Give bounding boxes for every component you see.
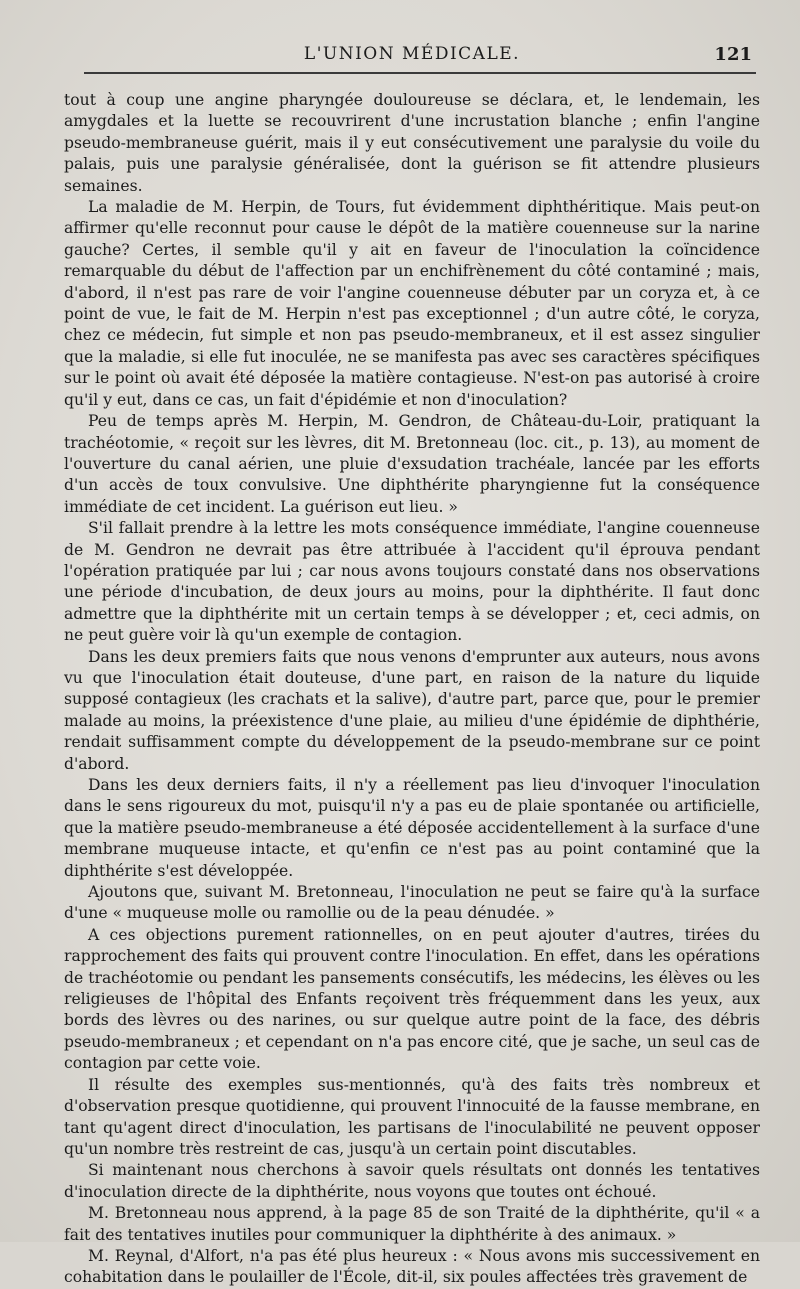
paragraph: Ajoutons que, suivant M. Bretonneau, l'inoculation ne peut se faire qu'à la surface d'une « muqueuse molle ou ramollie ou de la peau dénudée. » (64, 883, 760, 923)
paragraph: S'il fallait prendre à la lettre les mots conséquence immédiate, l'angine couenneuse de M. Gendron ne devrait pas être attribuée à l'accident qu'il éprouva pendant l'opération pratiquée par lui ; car nous avons toujours constaté dans nos observations une période d'incubation, de deux jours au moins, pour la diphthérite. Il faut donc admettre que la diphthérite mit un certain temps à se développer ; et, ceci admis, on ne peut guère voir là qu'un exemple de contagion. (64, 519, 760, 645)
paragraph: M. Reynal, d'Alfort, n'a pas été plus heureux : « Nous avons mis successivement en cohabitation dans le poulailler de l'École, dit-il, six poules affectées très gravement de (64, 1246, 760, 1287)
page-number: 121 (714, 44, 752, 65)
running-title: L'UNION MÉDICALE. (303, 44, 521, 64)
paragraph: La maladie de M. Herpin, de Tours, fut évidemment diphthéritique. Mais peut-on affirmer qu'elle reconnut pour cause le dépôt de la matière couenneuse sur la narine gauche? Certes, il semble qu'il y ait en faveur de l'inoculation la coïncidence remarquable du début de l'affection par un enchifrènement du côté contaminé ; mais, d'abord, il n'est pas rare de voir l'angine couenneuse débuter par un coryza et, à ce point de vue, le fait de M. Herpin n'est pas exceptionnel ; d'un autre côté, le coryza, chez ce médecin, fut simple et non pas pseudo-membraneux, et il est assez singulier que la maladie, si elle fut inoculée, ne se manifesta pas avec ses caractères spécifiques sur le point où avait été déposée la matière contagieuse. N'est-on pas autorisé à croire qu'il y eut, dans ce cas, un fait d'épidémie et non d'inoculation? (64, 198, 760, 409)
paragraph: Dans les deux premiers faits que nous venons d'emprunter aux auteurs, nous avons vu que l'inoculation était douteuse, d'une part, en raison de la nature du liquide supposé contagieux (les crachats et la salive), d'autre part, parce que, pour le premier malade au moins, la préexistence d'une plaie, au milieu d'une épidémie de diphthérie, rendait suffisamment compte du développement de la pseudo-membrane sur ce point d'abord. (64, 647, 760, 773)
paragraph: Il résulte des exemples sus-mentionnés, qu'à des faits très nombreux et d'observation presque quotidienne, qui prouvent l'innocuité de la fausse membrane, en tant qu'agent direct d'inoculation, les partisans de l'inoculabilité ne peuvent opposer qu'un nombre très restreint de cas, jusqu'à un certain point discutables. (64, 1075, 760, 1158)
paragraph: Peu de temps après M. Herpin, M. Gendron, de Château-du-Loir, pratiquant la trachéotomie, « reçoit sur les lèvres, dit M. Bretonneau (loc. cit., p. 13), au moment de l'ouverture du canal aérien, une pluie d'exsudation trachéale, lancée par les efforts d'un accès de toux convulsive. Une diphthérite pharyngienne fut la conséquence immédiate de cet incident. La guérison eut lieu. » (64, 412, 760, 516)
paragraph: A ces objections purement rationnelles, on en peut ajouter d'autres, tirées du rapprochement des faits qui prouvent contre l'inoculation. En effet, dans les opérations de trachéotomie ou pendant les pansements consécutifs, les médecins, les élèves ou les religieuses de l'hôpital des Enfants reçoivent très fréquemment dans les yeux, aux bords des lèvres ou des narines, ou sur quelque autre point de la face, des débris pseudo-membraneux ; et cependant on n'a pas encore cité, que je sache, un seul cas de contagion par cette voie. (64, 925, 760, 1073)
header-rule (84, 72, 756, 74)
paragraph: Dans les deux derniers faits, il n'y a réellement pas lieu d'invoquer l'inoculation dans le sens rigoureux du mot, puisqu'il n'y a pas eu de plaie spontanée ou artificielle, que la matière pseudo-membraneuse a été déposée accidentellement à la surface d'une membrane muqueuse intacte, et qu'enfin ce n'est pas au point contaminé que la diphthérite s'est développée. (64, 776, 760, 880)
page-header (64, 38, 760, 68)
paragraph: tout à coup une angine pharyngée douloureuse se déclara, et, le lendemain, les amygdales et la luette se recouvrirent d'une incrustation blanche ; enfin l'angine pseudo-membraneuse guérit, mais il y eut consécutivement une paralysie du voile du palais, puis une paralysie généralisée, dont la guérison se fit attendre plusieurs semaines. (64, 91, 760, 195)
paragraph: M. Bretonneau nous apprend, à la page 85 de son Traité de la diphthérite, qu'il « a fait des tentatives inutiles pour communiquer la diphthérite à des animaux. » (64, 1204, 760, 1244)
body-text (64, 90, 760, 1289)
paragraph: Si maintenant nous cherchons à savoir quels résultats ont donnés les tentatives d'inoculation directe de la diphthérite, nous voyons que toutes ont échoué. (64, 1161, 760, 1201)
